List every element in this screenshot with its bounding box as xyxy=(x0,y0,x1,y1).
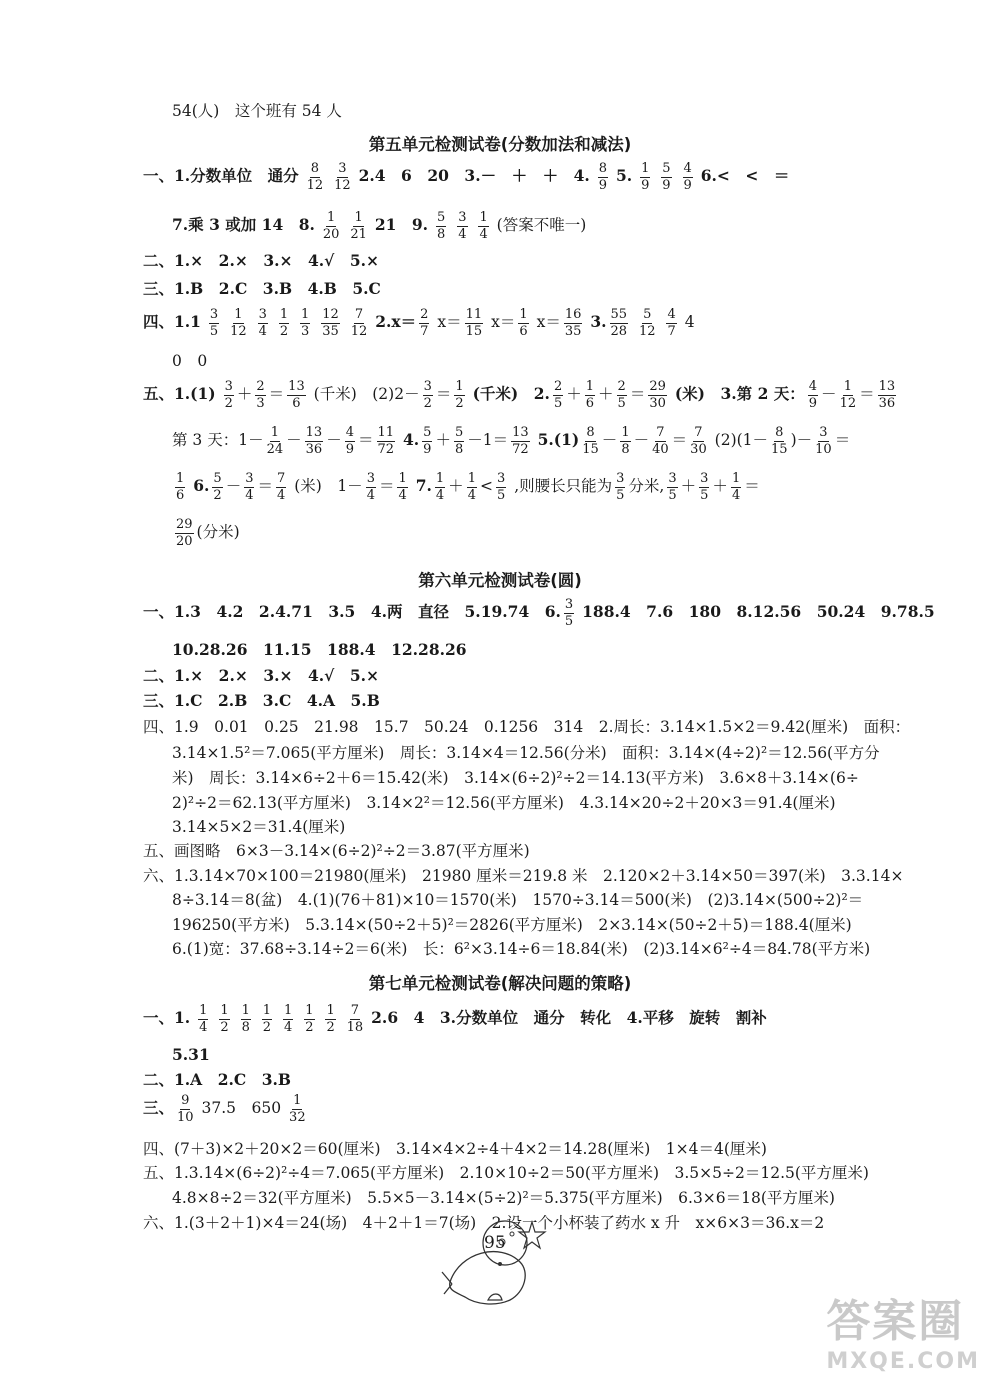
sec7-line1: 一、1. $\frac{1}{4}$ $\frac{1}{2}$ $\frac{1}{8}$ $\frac{1}{2}$ $\frac{1}{4}$ $\frac{1}{2}$ $\frac{1}{2}$ $\frac{7}{18}$ 2.6 4 3.分数单位 通分 转化 4.平移 旋转 割补 xyxy=(143,1003,767,1035)
sec5-line6: 0 0 xyxy=(172,352,208,370)
sec5-line8: 第 3 天：1－ $\frac{1}{24}$ － $\frac{13}{36}$ － $\frac{4}{9}$ ＝ $\frac{11}{72}$ 4. $\frac{5}{9}$ ＋ $\frac{5}{8}$ －1＝ $\frac{13}{72}$ 5.(1) $\frac{8}{15}$ － $\frac{1}{8}$ － $\frac{7}{40}$ ＝ $\frac{7}{30}$ (2)(1－ $\frac{8}{15}$ )－ $\frac{3}{10}$ ＝ xyxy=(172,425,851,457)
sec7-line8: 六、1.(3＋2＋1)×4＝24(场) 4＋2＋1＝7(场) 2.设一个小杯装了药水 x 升 x×6×3＝36.x＝2 xyxy=(143,1214,825,1232)
sec5-line4: 三、1.B 2.C 3.B 4.B 5.C xyxy=(143,279,381,298)
sec6-line13: 196250(平方米) 5.3.14×(50÷2＋5)²＝2826(平方厘米) 2×3.14×(50÷2＋5)＝188.4(厘米) xyxy=(172,916,852,934)
sec6-line11: 六、1.3.14×70×100＝21980(厘米) 21980 厘米＝219.8 米 2.120×2＋3.14×50＝397(米) 3.3.14× xyxy=(143,867,904,885)
sec7-line5: 四、(7＋3)×2＋20×2＝60(厘米) 3.14×4×2÷4＋4×2＝14.28(厘米) 1×4＝4(厘米) xyxy=(143,1140,767,1158)
sec6-line2: 10.28.26 11.15 188.4 12.28.26 xyxy=(172,640,467,659)
sec6-line12: 8÷3.14＝8(盆) 4.(1)(76＋81)×10＝1570(米) 1570÷3.14＝500(米) (2)3.14×(500÷2)²＝ xyxy=(172,891,864,909)
sec6-line8: 2)²÷2＝62.13(平方厘米) 3.14×2²＝12.56(平方厘米) 4.3.14×20÷2＋20×3＝91.4(厘米) xyxy=(172,794,836,812)
sec6-line14: 6.(1)宽：37.68÷3.14÷2＝6(米) 长：6²×3.14÷6＝18.84(米) (2)3.14×6²÷4＝84.78(平方米) xyxy=(172,940,871,958)
section5-title: 第五单元检测试卷(分数加法和减法) xyxy=(368,135,632,154)
sec5-line3: 二、1.× 2.× 3.× 4.√ 5.× xyxy=(143,251,380,270)
watermark-url: MXQE.COM xyxy=(826,1349,980,1374)
dolphin-mascot-icon xyxy=(440,1212,570,1322)
sec5-line7: 五、1.(1) $\frac{3}{2}$ ＋ $\frac{2}{3}$ ＝ $\frac{13}{6}$ (千米) (2)2－ $\frac{3}{2}$ ＝ $\frac{1}{2}$ (千米) 2. $\frac{2}{5}$ ＋ $\frac{1}{6}$ ＋ $\frac{2}{5}$ ＝ $\frac{29}{30}$ (米) 3.第 2 天： $\frac{4}{9}$ － $\frac{1}{12}$ ＝ $\frac{13}{36}$ xyxy=(143,379,896,411)
sec7-line4: 三、 $\frac{9}{10}$ 37.5 650 $\frac{1}{32}$ xyxy=(143,1093,306,1125)
sec5-line1: 一、1.分数单位 通分 $\frac{8}{12}$ $\frac{3}{12}$ 2.4 6 20 3.－ ＋ ＋ 4. $\frac{8}{9}$ 5. $\frac{1}{9}$ $\frac{5}{9}$ $\frac{4}{9}$ 6.< < ＝ xyxy=(143,161,790,193)
sec6-line6: 3.14×1.5²＝7.065(平方厘米) 周长：3.14×4＝12.56(分米) 面积：3.14×(4÷2)²＝12.56(平方分 xyxy=(172,744,880,762)
sec7-line6: 五、1.3.14×(6÷2)²÷4＝7.065(平方厘米) 2.10×10÷2＝50(平方厘米) 3.5×5÷2＝12.5(平方厘米) xyxy=(143,1164,869,1182)
sec7-line3: 二、1.A 2.C 3.B xyxy=(143,1070,292,1089)
sec7-line2: 5.31 xyxy=(172,1045,210,1064)
sec6-line7: 米) 周长：3.14×6÷2＋6＝15.42(米) 3.14×(6÷2)²÷2＝14.13(平方米) 3.6×8＋3.14×(6÷ xyxy=(172,769,859,787)
sec5-line10: $\frac{29}{20}$ (分米) xyxy=(176,517,240,549)
watermark-logo-text: 答案圈 xyxy=(826,1296,965,1347)
watermark xyxy=(826,1285,980,1374)
sec7-line7: 4.8×8÷2＝32(平方厘米) 5.5×5－3.14×(5÷2)²＝5.375(平方厘米) 6.3×6＝18(平方厘米) xyxy=(172,1189,835,1207)
sec6-line4: 三、1.C 2.B 3.C 4.A 5.B xyxy=(143,691,380,710)
sec6-line3: 二、1.× 2.× 3.× 4.√ 5.× xyxy=(143,666,380,685)
sec5-line9: $\frac{1}{6}$ 6. $\frac{5}{2}$ － $\frac{3}{4}$ ＝ $\frac{7}{4}$ (米) 1－ $\frac{3}{4}$ ＝ $\frac{1}{4}$ 7. $\frac{1}{4}$ ＋ $\frac{1}{4}$ < $\frac{3}{5}$ ,则腰长只能为 $\frac{3}{5}$ 分米, $\frac{3}{5}$ ＋ $\frac{3}{5}$ ＋ $\frac{1}{4}$ ＝ xyxy=(176,471,760,503)
sec6-line9: 3.14×5×2＝31.4(厘米) xyxy=(172,818,346,836)
sec6-line5: 四、1.9 0.01 0.25 21.98 15.7 50.24 0.1256 314 2.周长：3.14×1.5×2＝9.42(厘米) 面积： xyxy=(143,718,911,736)
sec5-line2: 7.乘 3 或加 14 8. $\frac{1}{20}$ $\frac{1}{21}$ 21 9. $\frac{5}{8}$ $\frac{3}{4}$ $\frac{1}{4}$ (答案不唯一) xyxy=(172,210,587,242)
section6-title: 第六单元检测试卷(圆) xyxy=(418,571,582,590)
sec6-line1: 一、1.3 4.2 2.4.71 3.5 4.两 直径 5.19.74 6. $\frac{3}{5}$ 188.4 7.6 180 8.12.56 50.24 9.78.5 xyxy=(143,597,935,629)
sec6-line10: 五、画图略 6×3－3.14×(6÷2)²÷2＝3.87(平方厘米) xyxy=(143,842,530,860)
top-line: 54(人) 这个班有 54 人 xyxy=(172,102,342,120)
section7-title: 第七单元检测试卷(解决问题的策略) xyxy=(368,974,632,993)
sec5-line5: 四、1.1 $\frac{3}{5}$ $\frac{1}{12}$ $\frac{3}{4}$ $\frac{1}{2}$ $\frac{1}{3}$ $\frac{12}{35}$ $\frac{7}{12}$ 2.x＝ $\frac{2}{7}$ x＝ $\frac{11}{15}$ x＝ $\frac{1}{6}$ x＝ $\frac{16}{35}$ 3. $\frac{55}{28}$ $\frac{5}{12}$ $\frac{4}{7}$ 4 xyxy=(143,307,695,339)
page-number: 95 xyxy=(484,1233,506,1253)
